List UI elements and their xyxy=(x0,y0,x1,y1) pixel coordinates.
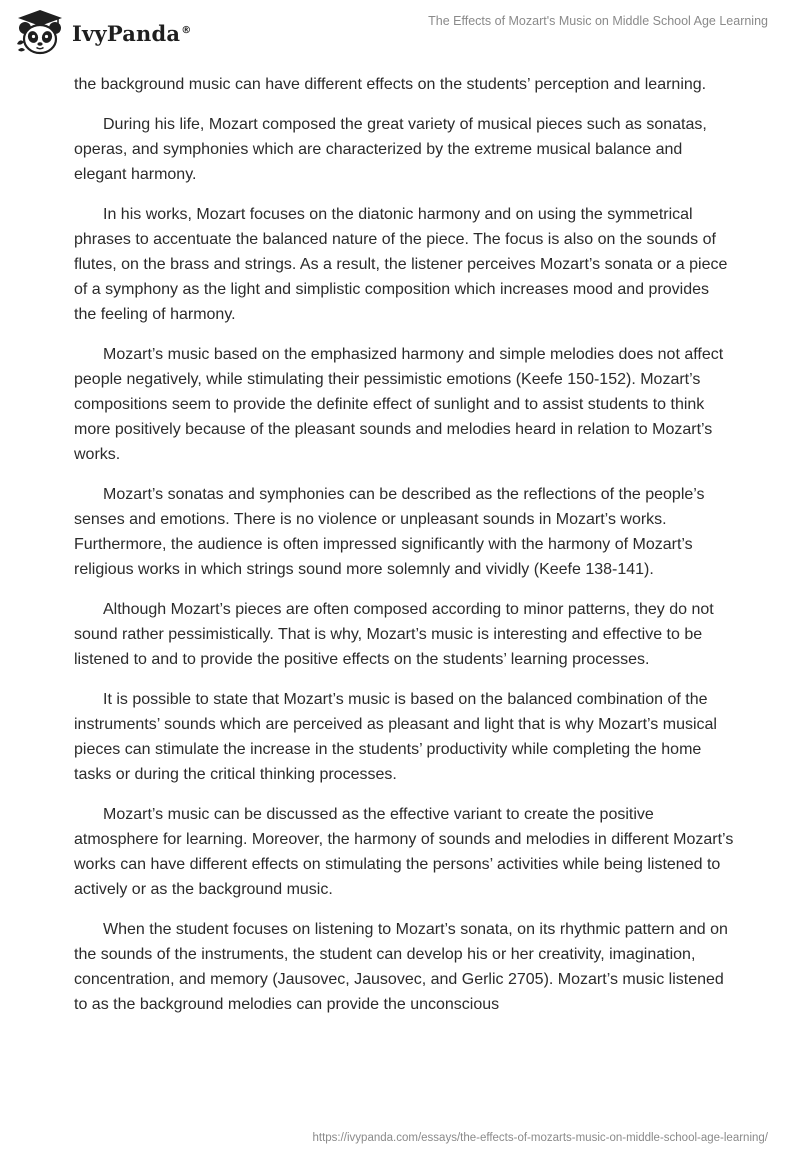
paragraph-continuation: the background music can have different effects on the students’ perception and learning. xyxy=(74,76,707,93)
paragraph: Although Mozart’s pieces are often composed according to minor patterns, they do not sound rather pessimistically. That is why, Mozart’s music is interesting and effective to be listened to and to provide the positive effects on the students’ learning processes. xyxy=(74,601,714,668)
registered-mark: ® xyxy=(181,24,192,36)
panda-graduation-cap-icon xyxy=(14,8,66,56)
paragraph: When the student focuses on listening to Mozart’s sonata, on its rhythmic pattern and on the sounds of the instruments, the student can develop his or her creativity, imagination, concentration, and memory (Jausovec, Jausovec, and Gerlic 2705). Mozart’s music listened to as the background melodies can provide the unconscious xyxy=(74,921,728,1013)
paragraph: During his life, Mozart composed the great variety of musical pieces such as sonatas, operas, and symphonies which are characterized by the extreme musical balance and elegant harmony. xyxy=(74,116,707,183)
brand-name: IvyPanda® xyxy=(72,20,192,46)
paragraph: Mozart’s sonatas and symphonies can be described as the reflections of the people’s senses and emotions. There is no violence or unpleasant sounds in Mozart’s works. Furthermore, the audience is often impressed significantly with the harmony of Mozart’s religious works in which strings sound more solemnly and vividly (Keefe 138-141). xyxy=(74,486,705,578)
paragraph: Mozart’s music based on the emphasized harmony and simple melodies does not affect people negatively, while stimulating their pessimistic emotions (Keefe 150-152). Mozart’s compositions seem to provide the definite effect of sunlight and to assist students to think more positively because of the pleasant sounds and melodies heard in relation to Mozart’s works. xyxy=(74,346,724,463)
paragraph: In his works, Mozart focuses on the diatonic harmony and on using the symmetrical phrases to accentuate the balanced nature of the piece. The focus is also on the sounds of flutes, on the brass and strings. As a result, the listener perceives Mozart’s sonata or a piece of a symphony as the light and simplistic composition which increases mood and provides the feeling of harmony. xyxy=(74,206,728,323)
paragraph: It is possible to state that Mozart’s music is based on the balanced combination of the instruments’ sounds which are perceived as pleasant and light that is why Mozart’s musical pieces can stimulate the increase in the students’ productivity while completing the home tasks or during the critical thinking processes. xyxy=(74,691,717,783)
source-url-link[interactable]: https://ivypanda.com/essays/the-effects-of-mozarts-music-on-middle-school-age-learning/ xyxy=(312,1132,768,1144)
ivypanda-logo[interactable] xyxy=(14,8,191,56)
document-title: The Effects of Mozart's Music on Middle School Age Learning xyxy=(428,14,768,28)
paragraph: Mozart’s music can be discussed as the effective variant to create the positive atmosphere for learning. Moreover, the harmony of sounds and melodies in different Mozart’s works can have different effects on stimulating the persons’ activities while being listened to actively or as the background music. xyxy=(74,806,734,898)
essay-body xyxy=(74,72,734,1032)
page-header xyxy=(0,0,800,66)
